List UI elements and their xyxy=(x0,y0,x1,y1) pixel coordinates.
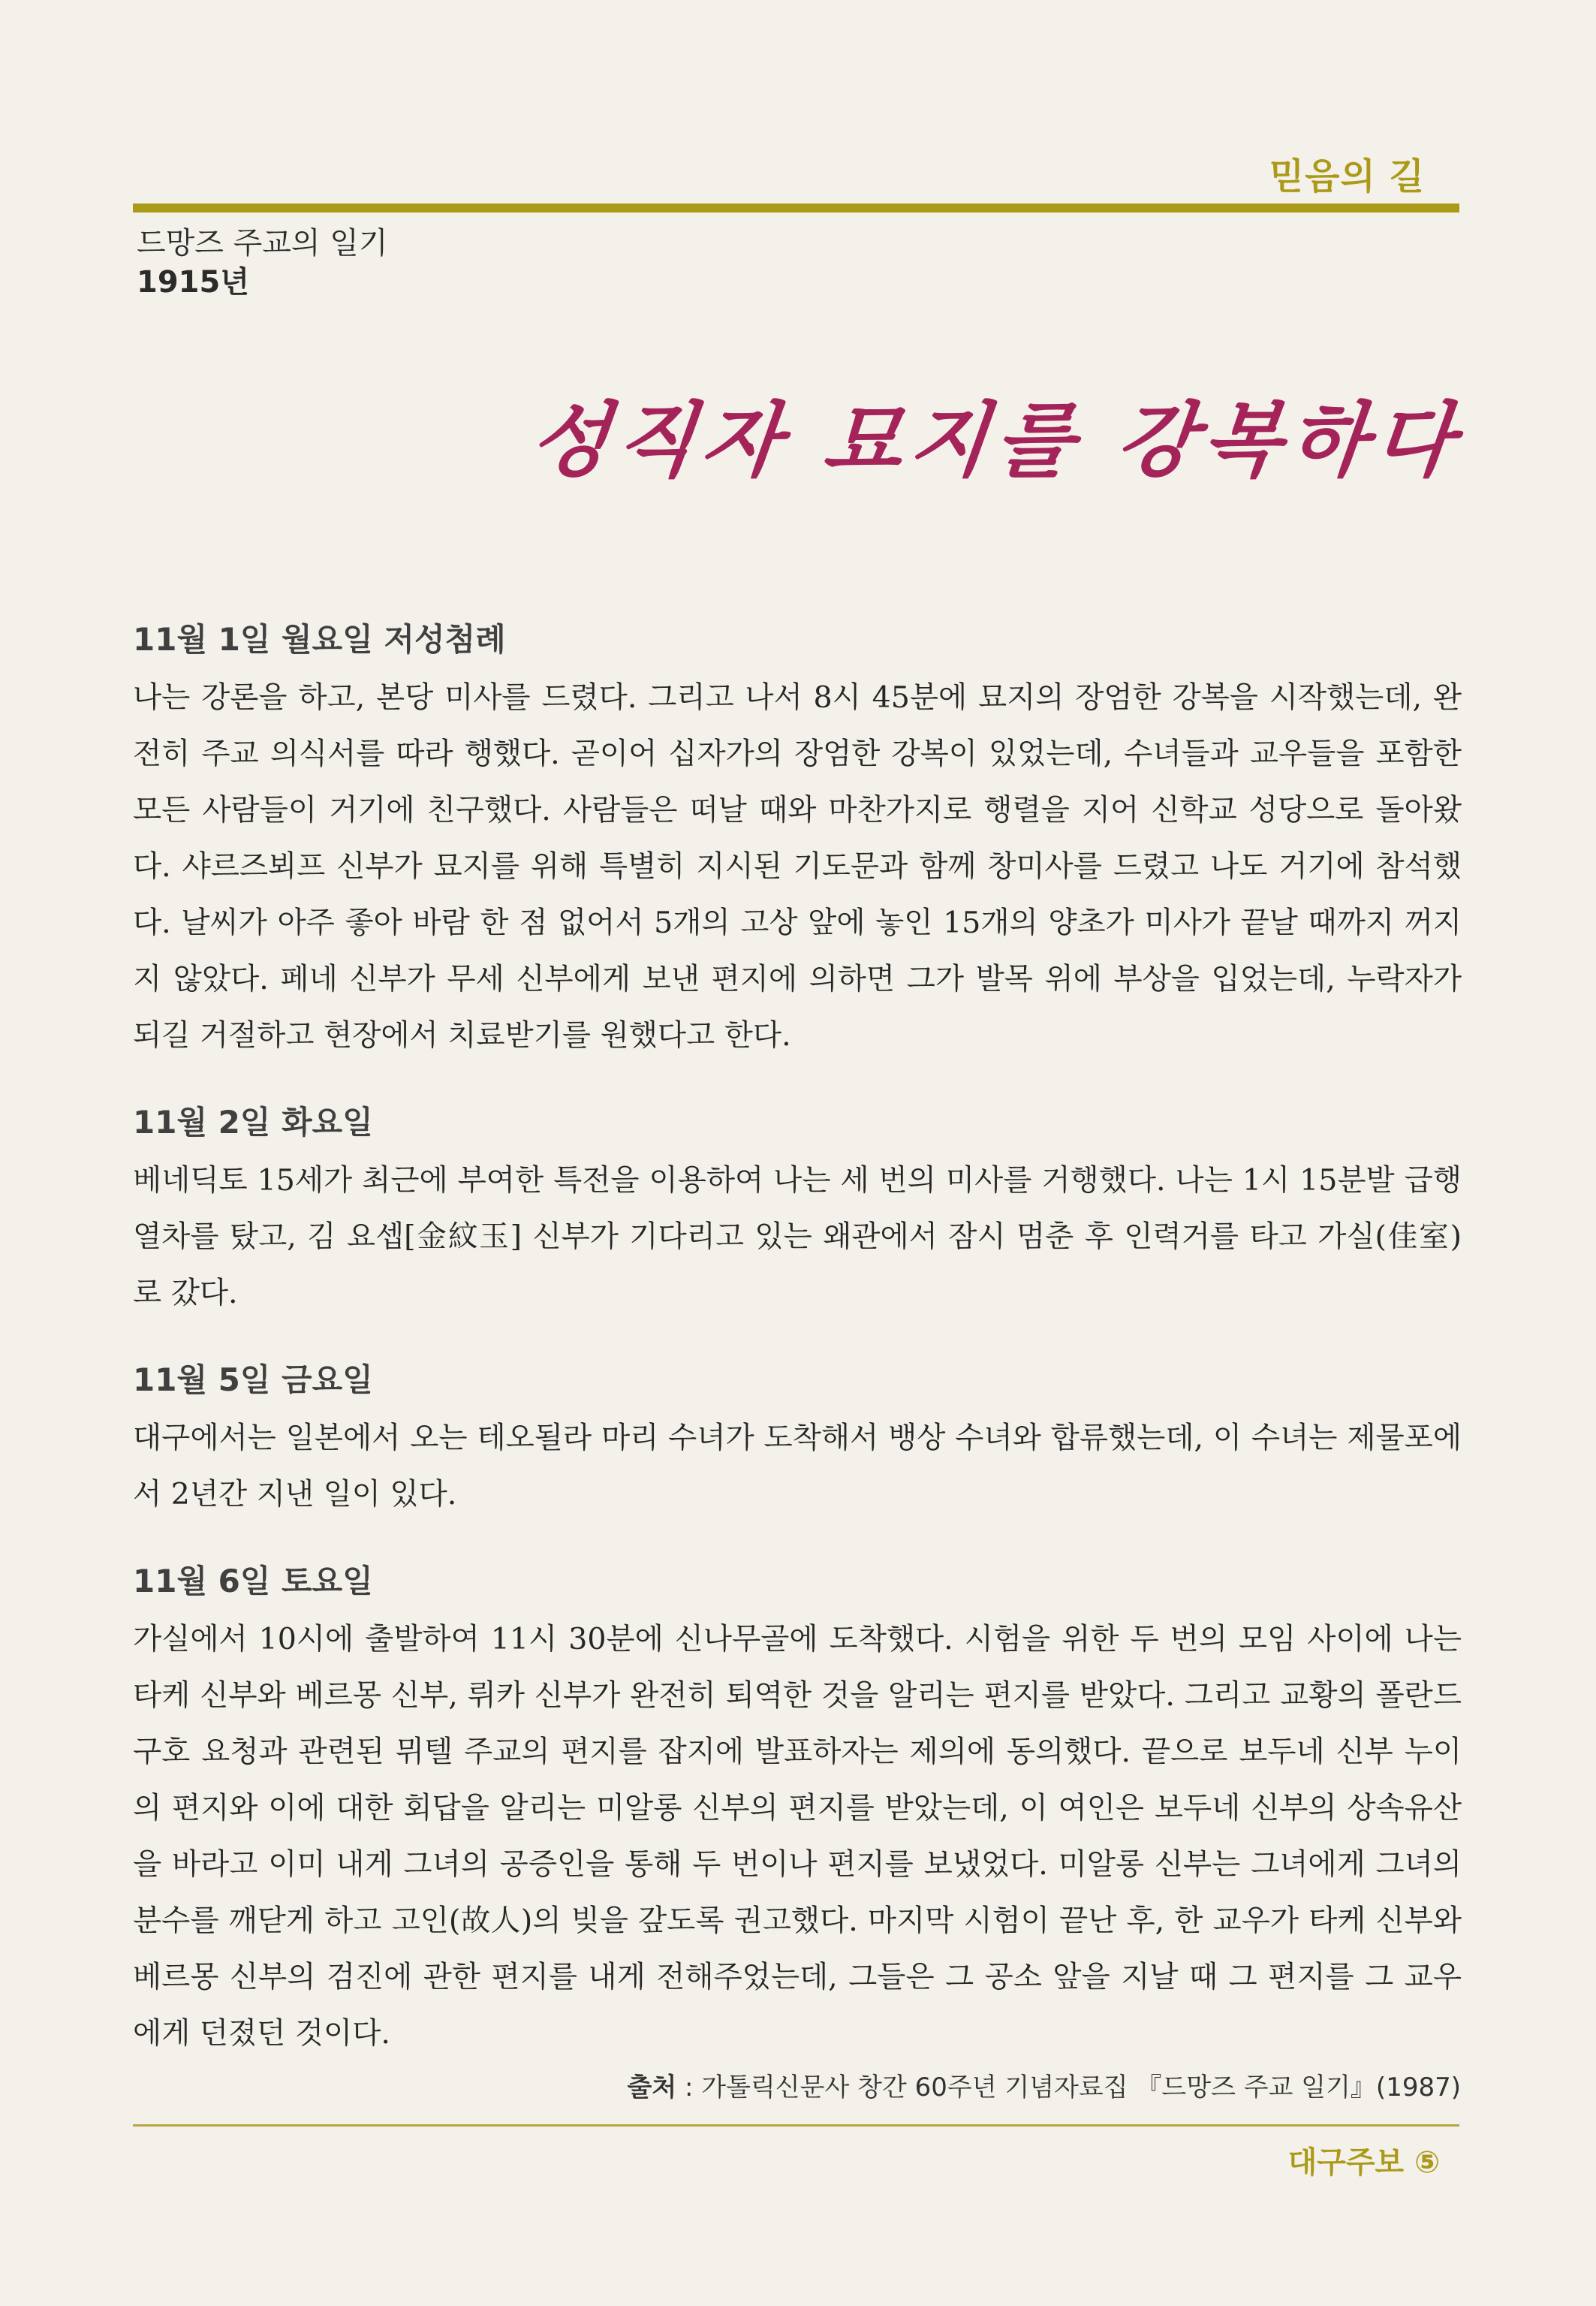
entry-date: 11월 1일 월요일 저성첨례 xyxy=(133,621,506,658)
diary-entry xyxy=(133,1099,1462,1322)
footer-publication: 대구주보 ⑤ xyxy=(1287,2145,1440,2180)
section-tag: 믿음의 길 xyxy=(1269,155,1425,197)
top-rule xyxy=(133,203,1459,213)
page-title: 성직자 묘지를 강복하다 xyxy=(525,393,1465,488)
entry-date: 11월 2일 화요일 xyxy=(133,1104,373,1141)
bottom-rule xyxy=(133,2124,1459,2127)
entry-date: 11월 6일 토요일 xyxy=(133,1563,373,1599)
entry-text: 가실에서 10시에 출발하여 11시 30분에 신나무골에 도착했다. 시험을 위한 두 번의 모임 사이에 나는 타케 신부와 베르몽 신부, 뤼카 신부가 완전히 퇴역한 것을 알리는 편지를 받았다. 그리고 교황의 폴란드 구호 요청과 관련된 뮈텔 주교의 편지를 잡지에 발표하자는 제의에 동의했다. 끝으로 보두네 신부 누이의 편지와 이에 대한 회답을 알리는 미알롱 신부의 편지를 받았는데, 이 여인은 보두네 신부의 상속유산을 바라고 이미 내게 그녀의 공증인을 통해 두 번이나 편지를 보냈었다. 미알롱 신부는 그녀에게 그녀의 분수를 깨닫게 하고 고인(故人)의 빚을 갚도록 권고했다. 마지막 시험이 끝난 후, 한 교우가 타케 신부와 베르몽 신부의 검진에 관한 편지를 내게 전해주었는데, 그들은 그 공소 앞을 지날 때 그 편지를 그 교우에게 던졌던 것이다. xyxy=(133,1622,1462,2051)
diary-entries xyxy=(133,616,1462,2097)
entry-date: 11월 5일 금요일 xyxy=(133,1361,373,1398)
entry-text: 베네딕토 15세가 최근에 부여한 특전을 이용하여 나는 세 번의 미사를 거행했다. 나는 1시 15분발 급행열차를 탔고, 김 요셉[金紋玉] 신부가 기다리고 있는 왜관에서 잠시 멈춘 후 인력거를 타고 가실(佳室)로 갔다. xyxy=(133,1163,1462,1310)
source-text: : 가톨릭신문사 창간 60주년 기념자료집 『드망즈 주교 일기』(1987) xyxy=(676,2072,1461,2103)
diary-entry xyxy=(133,1557,1462,2062)
series-name: 드망즈 주교의 일기 xyxy=(137,226,388,261)
entry-text: 나는 강론을 하고, 본당 미사를 드렸다. 그리고 나서 8시 45분에 묘지의 장엄한 강복을 시작했는데, 완전히 주교 의식서를 따라 행했다. 곧이어 십자가의 장엄한 강복이 있었는데, 수녀들과 교우들을 포함한 모든 사람들이 거기에 친구했다. 사람들은 떠날 때와 마찬가지로 행렬을 지어 신학교 성당으로 돌아왔다. 샤르즈뵈프 신부가 묘지를 위해 특별히 지시된 기도문과 함께 창미사를 드렸고 나도 거기에 참석했다. 날씨가 아주 좋아 바람 한 점 없어서 5개의 고상 앞에 놓인 15개의 양초가 미사가 끝날 때까지 꺼지지 않았다. 페네 신부가 무세 신부에게 보낸 편지에 의하면 그가 발목 위에 부상을 입었는데, 누락자가 되길 거절하고 현장에서 치료받기를 원했다고 한다. xyxy=(133,680,1462,1053)
diary-entry xyxy=(133,1356,1462,1523)
series-year: 1915년 xyxy=(137,265,249,300)
source-citation xyxy=(627,2066,1461,2103)
source-label: 출처 xyxy=(627,2072,677,2103)
diary-entry xyxy=(133,616,1462,1064)
entry-text: 대구에서는 일본에서 오는 테오될라 마리 수녀가 도착해서 뱅상 수녀와 합류했는데, 이 수녀는 제물포에서 2년간 지낸 일이 있다. xyxy=(133,1421,1462,1512)
